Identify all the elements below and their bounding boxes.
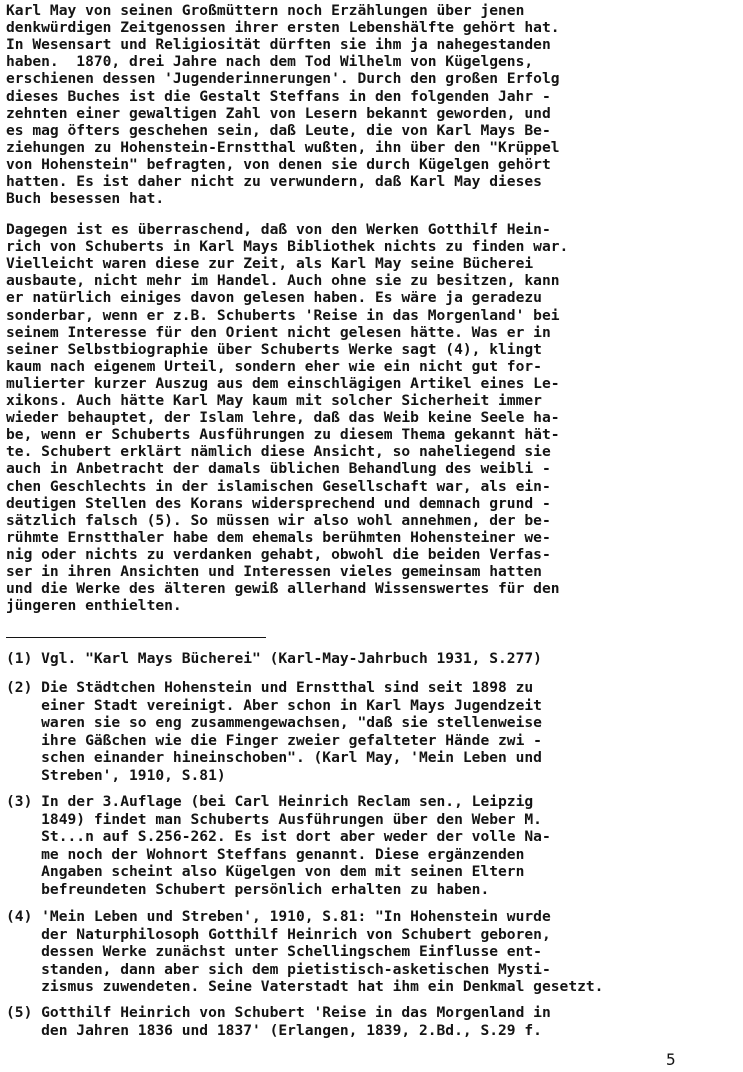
text-line: mulierter kurzer Auszug aus dem einschlägigen Artikel eines Le- bbox=[6, 374, 560, 392]
text-line: rühmte Ernstthaler habe dem ehemals berühmten Hohensteiner we- bbox=[6, 528, 551, 546]
footnote-line: einer Stadt vereinigt. Aber schon in Karl Mays Jugendzeit bbox=[6, 696, 542, 714]
text-line: von Hohenstein" befragten, von denen sie durch Kügelgen gehört bbox=[6, 155, 551, 173]
text-line: ausbaute, nicht mehr im Handel. Auch ohne sie zu besitzen, kann bbox=[6, 272, 560, 290]
text-line: xikons. Auch hätte Karl May kaum mit solcher Sicherheit immer bbox=[6, 392, 542, 409]
text-line: er natürlich einiges davon gelesen haben. Es wäre ja geradezu bbox=[6, 289, 542, 307]
text-line: und die Werke des älteren gewiß allerhand Wissenswertes für den bbox=[6, 580, 560, 598]
text-line: sonderbar, wenn er z.B. Schuberts 'Reise in das Morgenland' bei bbox=[6, 306, 560, 324]
footnote-line: Streben', 1910, S.81) bbox=[6, 767, 226, 784]
text-line: Buch besessen hat. bbox=[6, 190, 165, 208]
text-line: ser in ihren Ansichten und Interessen vieles gemeinsam hatten bbox=[6, 563, 542, 580]
footnote-line: waren sie so eng zusammengewachsen, "daß sie stellenweise bbox=[6, 714, 542, 732]
footnote-line: den Jahren 1836 und 1837' (Erlangen, 1839, 2.Bd., S.29 f. bbox=[6, 1021, 542, 1039]
footnote-line: (3) In der 3.Auflage (bei Carl Heinrich Reclam sen., Leipzig bbox=[6, 793, 534, 810]
text-line: sätzlich falsch (5). So müssen wir also wohl annehmen, der be- bbox=[6, 511, 551, 529]
footnote-line: (1) Vgl. "Karl Mays Bücherei" (Karl-May-Jahrbuch 1931, S.277) bbox=[6, 650, 542, 667]
footnote-line: me noch der Wohnort Steffans genannt. Diese ergänzenden bbox=[6, 845, 525, 863]
text-line: denkwürdigen Zeitgenossen ihrer ersten Lebenshälfte gehört hat. bbox=[6, 19, 560, 37]
text-line: hatten. Es ist daher nicht zu verwundern, daß Karl May dieses bbox=[6, 173, 542, 190]
footnote-line: dessen Werke zunächst unter Schellingschem Einflusse ent- bbox=[6, 943, 542, 961]
text-line: zehnten einer gewaltigen Zahl von Lesern bekannt geworden, und bbox=[6, 104, 551, 122]
text-line: chen Geschlechts in der islamischen Gesellschaft war, als ein- bbox=[6, 477, 551, 495]
text-line: es mag öfters geschehen sein, daß Leute, die von Karl Mays Be- bbox=[6, 121, 551, 139]
text-line: be, wenn er Schuberts Ausführungen zu diesem Thema gekannt hät- bbox=[6, 426, 560, 444]
text-line: te. Schubert erklärt nämlich diese Ansicht, so naheliegend sie bbox=[6, 443, 551, 461]
footnote-line: der Naturphilosoph Gotthilf Heinrich von Schubert geboren, bbox=[6, 925, 551, 943]
text-line: nig oder nichts zu verdanken gehabt, obwohl die beiden Verfas- bbox=[6, 545, 551, 563]
text-line: kaum nach eigenem Urteil, sondern eher wie ein nicht gut for- bbox=[6, 357, 542, 375]
footnote-line: zismus zuwendeten. Seine Vaterstadt hat ihm ein Denkmal gesetzt. bbox=[6, 978, 604, 996]
text-line: seiner Selbstbiographie über Schuberts Werke sagt (4), klingt bbox=[6, 340, 542, 358]
footnote-line: ihre Gäßchen wie die Finger zweier gefalteter Hände zwi - bbox=[6, 731, 542, 749]
text-line: Karl May von seinen Großmüttern noch Erzählungen über jenen bbox=[6, 2, 525, 19]
footnote-line: (5) Gotthilf Heinrich von Schubert 'Reise in das Morgenland in bbox=[6, 1004, 551, 1021]
footnote-line: 1849) findet man Schuberts Ausführungen über den Weber M. bbox=[6, 810, 542, 828]
footnote-line: (2) Die Städtchen Hohenstein und Ernstthal sind seit 1898 zu bbox=[6, 679, 534, 696]
text-line: jüngeren enthielten. bbox=[6, 597, 182, 615]
text-line: haben. 1870, drei Jahre nach dem Tod Wilhelm von Kügelgens, bbox=[6, 53, 534, 71]
text-line: In Wesensart und Religiosität dürften sie ihm ja nahegestanden bbox=[6, 36, 551, 54]
footnote-line: befreundeten Schubert persönlich erhalten zu haben. bbox=[6, 881, 490, 898]
text-line: auch in Anbetracht der damals üblichen Behandlung des weibli - bbox=[6, 460, 551, 478]
text-line: wieder behauptet, der Islam lehre, daß das Weib keine Seele ha- bbox=[6, 409, 560, 427]
text-line: deutigen Stellen des Korans widersprechend und demnach grund - bbox=[6, 494, 551, 512]
text-line: Vielleicht waren diese zur Zeit, als Karl May seine Bücherei bbox=[6, 255, 534, 273]
text-line: ziehungen zu Hohenstein-Ernstthal wußten, ihn über den "Krüppel bbox=[6, 138, 560, 156]
footnote-line: standen, dann aber sich dem pietistisch-asketischen Mysti- bbox=[6, 960, 551, 978]
footnote-line: St...n auf S.256-262. Es ist dort aber weder der volle Na- bbox=[6, 828, 551, 846]
text-line: rich von Schuberts in Karl Mays Bibliothek nichts zu finden war. bbox=[6, 238, 569, 256]
footnote-line: (4) 'Mein Leben und Streben', 1910, S.81: "In Hohenstein wurde bbox=[6, 908, 551, 925]
footnote-separator bbox=[6, 637, 266, 638]
footnote-line: schen einander hineinschoben". (Karl May, 'Mein Leben und bbox=[6, 749, 542, 767]
page-number: 5 bbox=[666, 1050, 676, 1069]
text-line: dieses Buches ist die Gestalt Steffans in den folgenden Jahr - bbox=[6, 87, 551, 105]
text-line: seinem Interesse für den Orient nicht gelesen hätte. Was er in bbox=[6, 323, 551, 341]
text-line: erschienen dessen 'Jugenderinnerungen'. Durch den großen Erfolg bbox=[6, 70, 560, 88]
footnote-line: Angaben scheint also Kügelgen von dem mit seinen Eltern bbox=[6, 863, 525, 881]
text-line: Dagegen ist es überraschend, daß von den Werken Gotthilf Hein- bbox=[6, 221, 551, 238]
